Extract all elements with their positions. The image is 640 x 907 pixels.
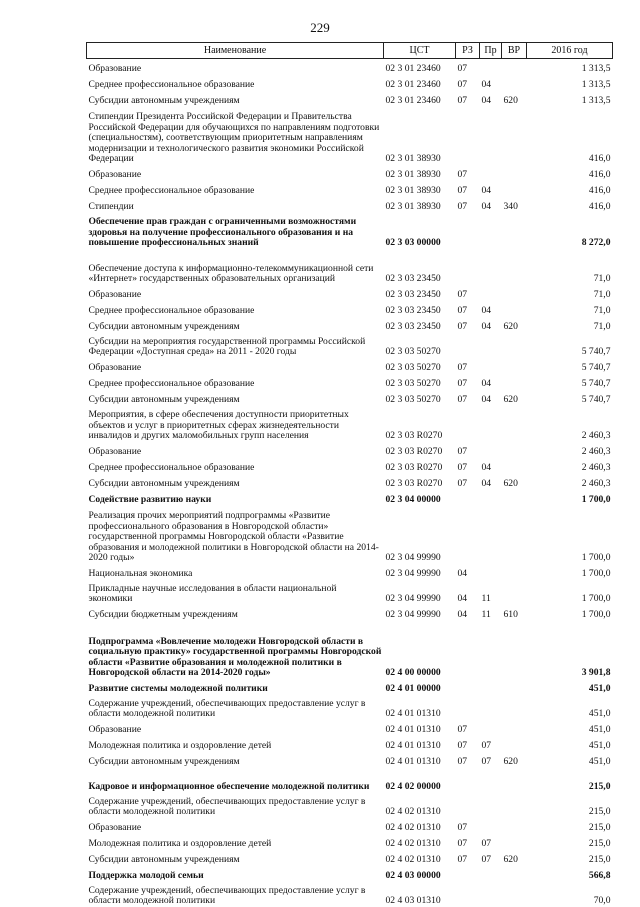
row-rz: 04: [456, 580, 480, 605]
table-row: [87, 752, 613, 768]
table-row: [87, 75, 613, 91]
row-name: Образование: [87, 59, 384, 76]
row-name: Содержание учреждений, обеспечивающих предоставление услуг в области молодежной политики: [87, 882, 384, 907]
row-cst: 02 4 02 01310: [384, 793, 456, 818]
table-row: [87, 165, 613, 181]
row-name: Молодежная политика и оздоровление детей: [87, 834, 384, 850]
row-amount: 1 313,5: [527, 75, 613, 91]
row-vr: [502, 621, 527, 679]
row-pr: [480, 882, 502, 907]
row-pr: [480, 107, 502, 165]
row-rz: 07: [456, 285, 480, 301]
row-vr: 610: [502, 605, 527, 621]
row-vr: 620: [502, 474, 527, 490]
row-cst: 02 3 04 99990: [384, 580, 456, 605]
row-cst: 02 3 01 23460: [384, 91, 456, 107]
row-cst: 02 4 02 00000: [384, 768, 456, 793]
row-pr: [480, 249, 502, 285]
row-rz: 07: [456, 165, 480, 181]
row-name: Национальная экономика: [87, 564, 384, 580]
row-vr: [502, 374, 527, 390]
table-row: [87, 834, 613, 850]
row-rz: [456, 621, 480, 679]
row-vr: [502, 695, 527, 720]
row-name: Образование: [87, 442, 384, 458]
row-amount: 71,0: [527, 317, 613, 333]
table-row: [87, 358, 613, 374]
row-vr: [502, 442, 527, 458]
row-vr: [502, 333, 527, 358]
row-amount: 215,0: [527, 834, 613, 850]
row-vr: 620: [502, 752, 527, 768]
row-rz: 07: [456, 442, 480, 458]
row-cst: 02 3 01 38930: [384, 181, 456, 197]
row-vr: [502, 301, 527, 317]
row-name: Субсидии бюджетным учреждениям: [87, 605, 384, 621]
row-name: Прикладные научные исследования в области национальной экономики: [87, 580, 384, 605]
row-vr: 620: [502, 850, 527, 866]
row-pr: 07: [480, 850, 502, 866]
row-amount: 1 313,5: [527, 91, 613, 107]
row-vr: [502, 793, 527, 818]
row-amount: 71,0: [527, 301, 613, 317]
row-pr: [480, 564, 502, 580]
row-vr: [502, 358, 527, 374]
row-amount: 2 460,3: [527, 442, 613, 458]
row-amount: 215,0: [527, 818, 613, 834]
row-name: Субсидии автономным учреждениям: [87, 474, 384, 490]
table-row: [87, 736, 613, 752]
row-rz: [456, 793, 480, 818]
row-name: Образование: [87, 165, 384, 181]
header-rz: РЗ: [456, 43, 480, 59]
row-cst: 02 4 01 01310: [384, 695, 456, 720]
row-pr: 07: [480, 752, 502, 768]
row-vr: [502, 679, 527, 695]
row-amount: 451,0: [527, 695, 613, 720]
row-pr: 04: [480, 458, 502, 474]
table-row: [87, 107, 613, 165]
row-cst: 02 3 04 99990: [384, 564, 456, 580]
row-cst: 02 3 03 23450: [384, 249, 456, 285]
row-cst: 02 4 01 01310: [384, 752, 456, 768]
row-rz: [456, 506, 480, 564]
row-rz: 07: [456, 75, 480, 91]
row-name: Субсидии автономным учреждениям: [87, 91, 384, 107]
row-pr: [480, 679, 502, 695]
row-cst: 02 3 03 00000: [384, 213, 456, 249]
row-amount: 1 700,0: [527, 580, 613, 605]
row-cst: 02 3 03 23450: [384, 285, 456, 301]
row-pr: [480, 442, 502, 458]
row-rz: 07: [456, 301, 480, 317]
row-rz: 07: [456, 752, 480, 768]
row-pr: [480, 333, 502, 358]
row-cst: 02 3 03 50270: [384, 358, 456, 374]
row-amount: 451,0: [527, 752, 613, 768]
row-amount: 1 313,5: [527, 59, 613, 76]
table-row: [87, 197, 613, 213]
header-pr: Пр: [480, 43, 502, 59]
row-pr: [480, 621, 502, 679]
row-name: Обеспечение доступа к информационно-телекоммуникационной сети «Интернет» государственных образовательных организаций: [87, 249, 384, 285]
row-vr: [502, 59, 527, 76]
row-amount: 5 740,7: [527, 374, 613, 390]
row-amount: 71,0: [527, 249, 613, 285]
row-name: Реализация прочих мероприятий подпрограммы «Развитие профессионального образования в Новгородской области» государственной программы Новгородской области «Развитие образования и молодежной политики в Новгородской области на 2014-2020 годы»: [87, 506, 384, 564]
row-amount: 2 460,3: [527, 474, 613, 490]
row-amount: 416,0: [527, 107, 613, 165]
row-amount: 215,0: [527, 793, 613, 818]
table-row: [87, 818, 613, 834]
row-name: Субсидии на мероприятия государственной программы Российской Федерации «Доступная среда» на 2011 - 2020 годы: [87, 333, 384, 358]
table-row: [87, 390, 613, 406]
row-pr: 04: [480, 197, 502, 213]
row-cst: 02 3 01 23460: [384, 75, 456, 91]
header-name: Наименование: [87, 43, 384, 59]
budget-table: [86, 42, 613, 907]
row-vr: [502, 720, 527, 736]
table-row: [87, 249, 613, 285]
row-rz: [456, 333, 480, 358]
row-name: Развитие системы молодежной политики: [87, 679, 384, 695]
table-row: [87, 866, 613, 882]
row-cst: 02 3 03 R0270: [384, 406, 456, 442]
row-vr: 340: [502, 197, 527, 213]
row-amount: 1 700,0: [527, 605, 613, 621]
row-cst: 02 3 01 38930: [384, 107, 456, 165]
row-vr: [502, 490, 527, 506]
row-amount: 1 700,0: [527, 490, 613, 506]
row-rz: [456, 882, 480, 907]
row-rz: 07: [456, 474, 480, 490]
row-rz: 07: [456, 317, 480, 333]
row-cst: 02 3 01 23460: [384, 59, 456, 76]
row-pr: 04: [480, 390, 502, 406]
table-row: [87, 720, 613, 736]
row-amount: 2 460,3: [527, 458, 613, 474]
row-amount: 215,0: [527, 768, 613, 793]
row-vr: [502, 866, 527, 882]
row-cst: 02 3 04 00000: [384, 490, 456, 506]
row-name: Обеспечение прав граждан с ограниченными возможностями здоровья на получение профессионального образования и на повышение профессиональных знаний: [87, 213, 384, 249]
row-name: Подпрограмма «Вовлечение молодежи Новгородской области в социальную практику» государственной программы Новгородской области «Развитие образования и молодежной политики в Новгородской области на 2014-2020 годы»: [87, 621, 384, 679]
table-row: [87, 406, 613, 442]
row-rz: 04: [456, 564, 480, 580]
page-number: 229: [0, 20, 640, 36]
row-cst: 02 3 01 38930: [384, 197, 456, 213]
table-row: [87, 213, 613, 249]
row-name: Образование: [87, 818, 384, 834]
table-row: [87, 285, 613, 301]
row-rz: [456, 249, 480, 285]
row-amount: 416,0: [527, 197, 613, 213]
row-amount: 8 272,0: [527, 213, 613, 249]
table-body: [87, 59, 613, 907]
table-row: [87, 564, 613, 580]
row-name: Среднее профессиональное образование: [87, 374, 384, 390]
row-vr: [502, 107, 527, 165]
row-rz: 07: [456, 850, 480, 866]
row-pr: [480, 59, 502, 76]
row-rz: [456, 107, 480, 165]
table-row: [87, 679, 613, 695]
row-pr: 04: [480, 374, 502, 390]
row-pr: [480, 213, 502, 249]
row-rz: 07: [456, 358, 480, 374]
row-vr: [502, 181, 527, 197]
row-rz: [456, 213, 480, 249]
row-cst: 02 3 03 50270: [384, 390, 456, 406]
table-row: [87, 59, 613, 76]
row-pr: 04: [480, 91, 502, 107]
row-name: Кадровое и информационное обеспечение молодежной политики: [87, 768, 384, 793]
row-rz: [456, 866, 480, 882]
row-vr: [502, 564, 527, 580]
row-amount: 5 740,7: [527, 358, 613, 374]
row-pr: [480, 506, 502, 564]
row-name: Стипендии Президента Российской Федерации и Правительства Российской Федерации для обучающихся по направлениям подготовки (специальностям), соответствующим приоритетным направлениям модернизации и технологического развития экономики Российской Федерации: [87, 107, 384, 165]
row-cst: 02 3 03 R0270: [384, 442, 456, 458]
row-rz: 07: [456, 458, 480, 474]
row-cst: 02 3 03 23450: [384, 301, 456, 317]
row-cst: 02 3 01 38930: [384, 165, 456, 181]
row-pr: 07: [480, 736, 502, 752]
table-header-row: [87, 43, 613, 59]
row-pr: [480, 866, 502, 882]
row-pr: 04: [480, 301, 502, 317]
row-pr: 04: [480, 474, 502, 490]
row-cst: 02 4 02 01310: [384, 818, 456, 834]
row-vr: [502, 249, 527, 285]
row-rz: 07: [456, 374, 480, 390]
table-row: [87, 442, 613, 458]
row-amount: 451,0: [527, 736, 613, 752]
row-pr: [480, 406, 502, 442]
row-pr: 11: [480, 580, 502, 605]
row-cst: 02 4 02 01310: [384, 834, 456, 850]
row-vr: [502, 818, 527, 834]
row-cst: 02 3 03 23450: [384, 317, 456, 333]
row-cst: 02 4 03 01310: [384, 882, 456, 907]
row-vr: [502, 506, 527, 564]
row-amount: 1 700,0: [527, 506, 613, 564]
row-rz: [456, 406, 480, 442]
row-vr: [502, 213, 527, 249]
table-row: [87, 301, 613, 317]
row-name: Среднее профессиональное образование: [87, 458, 384, 474]
row-pr: [480, 768, 502, 793]
row-cst: 02 4 03 00000: [384, 866, 456, 882]
row-name: Содействие развитию науки: [87, 490, 384, 506]
row-name: Среднее профессиональное образование: [87, 301, 384, 317]
row-vr: [502, 882, 527, 907]
row-pr: [480, 285, 502, 301]
row-cst: 02 3 03 R0270: [384, 474, 456, 490]
row-name: Субсидии автономным учреждениям: [87, 317, 384, 333]
row-vr: [502, 768, 527, 793]
table-row: [87, 474, 613, 490]
table-row: [87, 374, 613, 390]
table-row: [87, 91, 613, 107]
row-cst: 02 4 00 00000: [384, 621, 456, 679]
row-pr: 04: [480, 75, 502, 91]
table-row: [87, 181, 613, 197]
row-amount: 416,0: [527, 181, 613, 197]
row-vr: [502, 458, 527, 474]
row-amount: 451,0: [527, 720, 613, 736]
row-pr: 04: [480, 317, 502, 333]
row-name: Молодежная политика и оздоровление детей: [87, 736, 384, 752]
row-cst: 02 3 03 R0270: [384, 458, 456, 474]
row-name: Среднее профессиональное образование: [87, 75, 384, 91]
row-amount: 3 901,8: [527, 621, 613, 679]
table-row: [87, 621, 613, 679]
row-rz: 07: [456, 91, 480, 107]
row-pr: [480, 720, 502, 736]
row-cst: 02 4 01 01310: [384, 720, 456, 736]
row-rz: 07: [456, 181, 480, 197]
row-pr: 07: [480, 834, 502, 850]
table-row: [87, 850, 613, 866]
row-vr: 620: [502, 317, 527, 333]
row-amount: 566,8: [527, 866, 613, 882]
row-amount: 71,0: [527, 285, 613, 301]
table-row: [87, 695, 613, 720]
table-row: [87, 458, 613, 474]
row-rz: 07: [456, 59, 480, 76]
row-rz: 07: [456, 818, 480, 834]
row-rz: 07: [456, 390, 480, 406]
row-name: Мероприятия, в сфере обеспечения доступности приоритетных объектов и услуг в приоритетных сферах жизнедеятельности инвалидов и других маломобильных групп населения: [87, 406, 384, 442]
table-row: [87, 333, 613, 358]
table-row: [87, 506, 613, 564]
row-amount: 451,0: [527, 679, 613, 695]
row-pr: 11: [480, 605, 502, 621]
table-row: [87, 768, 613, 793]
row-name: Субсидии автономным учреждениям: [87, 390, 384, 406]
table-row: [87, 882, 613, 907]
row-name: Субсидии автономным учреждениям: [87, 850, 384, 866]
row-pr: [480, 165, 502, 181]
row-cst: 02 3 03 50270: [384, 333, 456, 358]
table-row: [87, 490, 613, 506]
row-rz: [456, 695, 480, 720]
row-amount: 2 460,3: [527, 406, 613, 442]
row-pr: [480, 818, 502, 834]
row-amount: 416,0: [527, 165, 613, 181]
row-rz: 07: [456, 834, 480, 850]
row-name: Стипендии: [87, 197, 384, 213]
row-pr: [480, 695, 502, 720]
row-cst: 02 4 01 01310: [384, 736, 456, 752]
row-vr: 620: [502, 91, 527, 107]
row-rz: [456, 768, 480, 793]
row-name: Содержание учреждений, обеспечивающих предоставление услуг в области молодежной политики: [87, 793, 384, 818]
row-amount: 215,0: [527, 850, 613, 866]
row-pr: [480, 358, 502, 374]
row-rz: [456, 679, 480, 695]
row-rz: [456, 490, 480, 506]
row-amount: 5 740,7: [527, 333, 613, 358]
row-pr: [480, 793, 502, 818]
row-name: Среднее профессиональное образование: [87, 181, 384, 197]
header-year: 2016 год: [527, 43, 613, 59]
row-name: Образование: [87, 358, 384, 374]
row-vr: 620: [502, 390, 527, 406]
row-vr: [502, 165, 527, 181]
row-amount: 1 700,0: [527, 564, 613, 580]
row-rz: 07: [456, 197, 480, 213]
row-name: Образование: [87, 720, 384, 736]
row-amount: 5 740,7: [527, 390, 613, 406]
row-vr: [502, 834, 527, 850]
row-cst: 02 3 04 99990: [384, 506, 456, 564]
table-row: [87, 580, 613, 605]
header-cst: ЦСТ: [384, 43, 456, 59]
row-name: Поддержка молодой семьи: [87, 866, 384, 882]
row-vr: [502, 285, 527, 301]
row-cst: 02 3 03 50270: [384, 374, 456, 390]
row-vr: [502, 406, 527, 442]
row-pr: [480, 490, 502, 506]
row-rz: 07: [456, 720, 480, 736]
row-name: Субсидии автономным учреждениям: [87, 752, 384, 768]
table-row: [87, 793, 613, 818]
row-rz: 07: [456, 736, 480, 752]
row-cst: 02 4 01 00000: [384, 679, 456, 695]
row-name: Содержание учреждений, обеспечивающих предоставление услуг в области молодежной политики: [87, 695, 384, 720]
row-rz: 04: [456, 605, 480, 621]
header-vr: ВР: [502, 43, 527, 59]
row-cst: 02 4 02 01310: [384, 850, 456, 866]
row-vr: [502, 580, 527, 605]
row-vr: [502, 736, 527, 752]
row-vr: [502, 75, 527, 91]
row-pr: 04: [480, 181, 502, 197]
table-row: [87, 317, 613, 333]
row-cst: 02 3 04 99990: [384, 605, 456, 621]
table-row: [87, 605, 613, 621]
row-amount: 70,0: [527, 882, 613, 907]
row-name: Образование: [87, 285, 384, 301]
